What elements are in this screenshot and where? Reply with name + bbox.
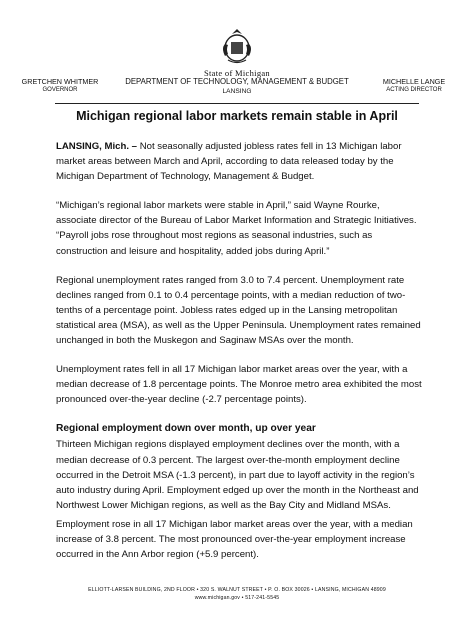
paragraph-3: Regional unemployment rates ranged from 3.0 to 7.4 percent. Unemployment rate declines ranged from 0.1 to 0.4 percentage points, with a median reduction of two-tenths of a percentage point. Jobless rates edged up in the Lansing metropolitan statistical area (MSA), as well as the Upper Peninsula. Unemployment rates remained unchanged in both the Muskegon and Saginaw MSAs over the month. [56,274,421,347]
paragraph-6: Employment rose in all 17 Michigan labor market areas over the year, with a median increase of 3.8 percent. The most pronounced over-the-year employment increase occurred in the Ann Arbor region (+5.9 percent). [56,518,413,561]
footer-address: ELLIOTT-LARSEN BUILDING, 2ND FLOOR • 320 S. WALNUT STREET • P. O. BOX 30026 • LANSING, MICHIGAN 48909 [88,587,386,593]
governor-name: GRETCHEN WHITMER [21,77,99,86]
department-city: LANSING [222,88,252,95]
paragraph-5: Thirteen Michigan regions displayed employment declines over the month, with a median decrease of 0.3 percent. The largest over-the-month employment decline occurred in the Detroit MSA (-1.3 percent), in part due to layoff activity in the region’s auto industry during April. Employment edged up over the month in the Northeast and Northwest Lower Michigan regions, as well as the Bay City and Midland MSAs. [56,439,419,511]
section-subheading: Regional employment down over month, up over year [56,423,316,435]
director-title: ACTING DIRECTOR [386,87,442,93]
paragraph-1-text: Not seasonally adjusted jobless rates fell in 13 Michigan labor market areas between March and April, according to data released today by the Michigan Department of Technology, Management & Budget. [56,141,402,183]
department-name: DEPARTMENT OF TECHNOLOGY, MANAGEMENT & BUDGET [125,77,349,86]
department-block [100,77,374,96]
director-block [354,77,474,95]
director-name: MICHELLE LANGE [382,77,446,86]
state-seal-icon [216,26,258,66]
letterhead-footer [0,586,474,602]
governor-title: GOVERNOR [42,87,78,93]
state-name: State of Michigan [203,68,270,78]
footer-contact: www.michigan.gov • 517-241-5545 [194,595,280,601]
paragraph-2: “Michigan’s regional labor markets were stable in April,” said Wayne Rourke, associate director of the Bureau of Labor Market Information and Strategic Initiatives. “Payroll jobs rose throughout most regions as seasonal industries, such as construction and leisure and hospitality, added jobs during April.” [56,200,417,257]
press-release-headline: Michigan regional labor markets remain stable in April [76,109,398,123]
paragraph-4: Unemployment rates fell in all 17 Michigan labor market areas over the year, with a median decrease of 1.8 percentage points. The Monroe metro area exhibited the most pronounced over-the-year decline (-2.7 percentage points). [56,364,422,406]
letterhead-divider [55,103,419,104]
press-release-body [56,139,422,576]
dateline: LANSING, Mich. – [56,141,138,152]
paragraph-1 [56,139,422,184]
